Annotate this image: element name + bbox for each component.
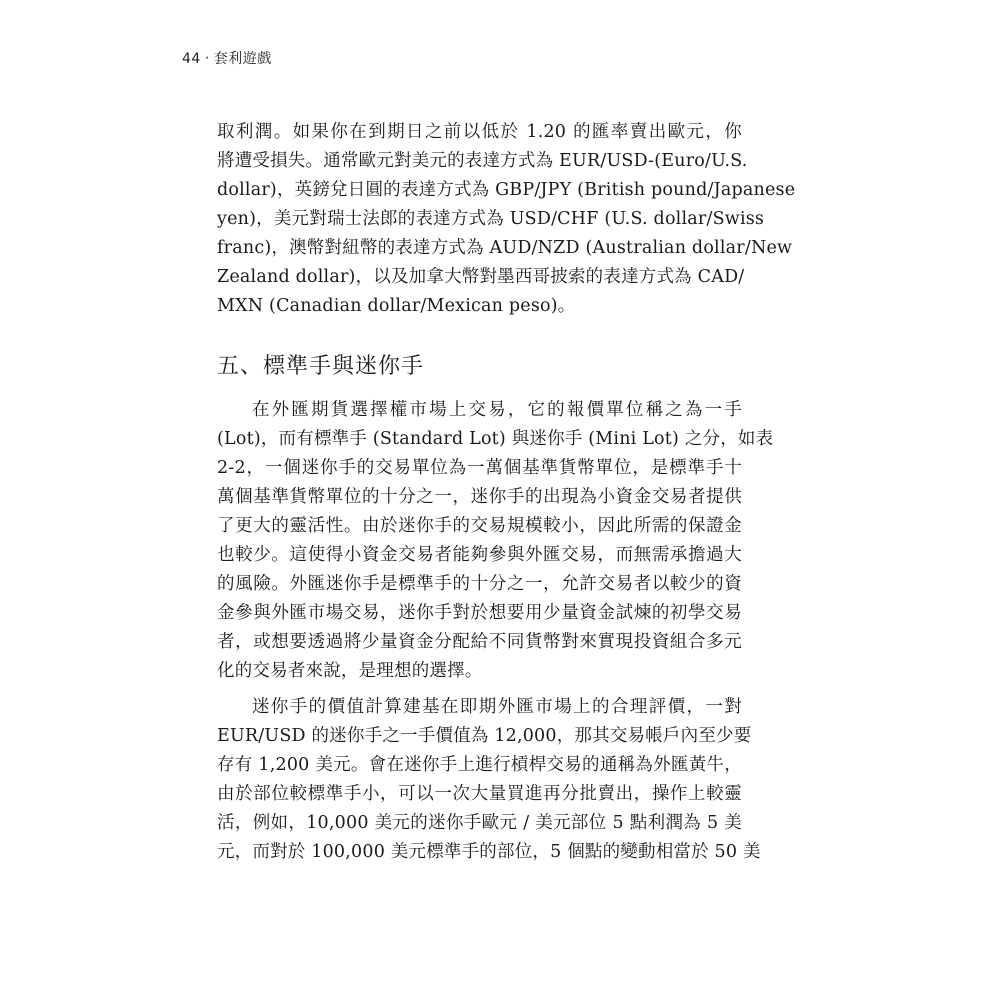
book-title: 套利遊戲 — [213, 51, 272, 67]
running-header — [182, 48, 272, 68]
text-line: 化的交易者來說，是理想的選擇。 — [217, 661, 483, 681]
text-line: 元，而對於 100,000 美元標準手的部位，5 個點的變動相當於 50 美 — [217, 842, 761, 862]
text-line: 了更大的靈活性。由於迷你手的交易規模較小，因此所需的保證金 — [217, 516, 742, 536]
paragraph-3 — [217, 693, 761, 867]
text-line: 也較少。這使得小資金交易者能夠參與外匯交易，而無需承擔過大 — [217, 545, 742, 565]
paragraph-1 — [217, 118, 796, 321]
text-line: 迷你手的價值計算建基在即期外匯市場上的合理評價，一對 — [252, 697, 742, 717]
text-line: dollar)，英鎊兌日圓的表達方式為 GBP/JPY (British pound/Japanese — [217, 180, 796, 200]
page-body — [217, 118, 796, 867]
text-line: MXN (Canadian dollar/Mexican peso)。 — [217, 296, 576, 316]
page-number: 44 — [182, 51, 201, 67]
text-line: yen)，美元對瑞士法郎的表達方式為 USD/CHF (U.S. dollar/Swiss — [217, 209, 765, 229]
section-heading: 五、標準手與迷你手 — [217, 354, 425, 379]
text-line: 2-2，一個迷你手的交易單位為一萬個基準貨幣單位，是標準手十 — [217, 458, 742, 478]
text-line: 在外匯期貨選擇權市場上交易，它的報價單位稱之為一手 — [252, 400, 742, 420]
text-line: (Lot)，而有標準手 (Standard Lot) 與迷你手 (Mini Lot) 之分，如表 — [217, 429, 774, 449]
text-line: EUR/USD 的迷你手之一手價值為 12,000，那其交易帳戶內至少要 — [217, 726, 752, 746]
text-line: 金參與外匯市場交易，迷你手對於想要用少量資金試煉的初學交易 — [217, 603, 742, 623]
text-line: 者，或想要透過將少量資金分配給不同貨幣對來實現投資組合多元 — [217, 632, 742, 652]
paragraph-2 — [217, 396, 774, 686]
text-line: 萬個基準貨幣單位的十分之一，迷你手的出現為小資金交易者提供 — [217, 487, 742, 507]
header-separator: ‧ — [204, 51, 210, 67]
text-line: 活，例如，10,000 美元的迷你手歐元 / 美元部位 5 點利潤為 5 美 — [217, 813, 742, 833]
text-line: 存有 1,200 美元。會在迷你手上進行槓桿交易的通稱為外匯黃牛， — [217, 755, 742, 775]
text-line: franc)，澳幣對紐幣的表達方式為 AUD/NZD (Australian dollar/New — [217, 238, 793, 258]
text-line: 由於部位較標準手小，可以一次大量買進再分批賣出，操作上較靈 — [217, 784, 742, 804]
text-line: 的風險。外匯迷你手是標準手的十分之一，允許交易者以較少的資 — [217, 574, 742, 594]
text-line: Zealand dollar)，以及加拿大幣對墨西哥披索的表達方式為 CAD/ — [217, 267, 745, 287]
text-line: 將遭受損失。通常歐元對美元的表達方式為 EUR/USD-(Euro/U.S. — [217, 151, 748, 171]
text-line: 取利潤。如果你在到期日之前以低於 1.20 的匯率賣出歐元，你 — [217, 122, 742, 142]
